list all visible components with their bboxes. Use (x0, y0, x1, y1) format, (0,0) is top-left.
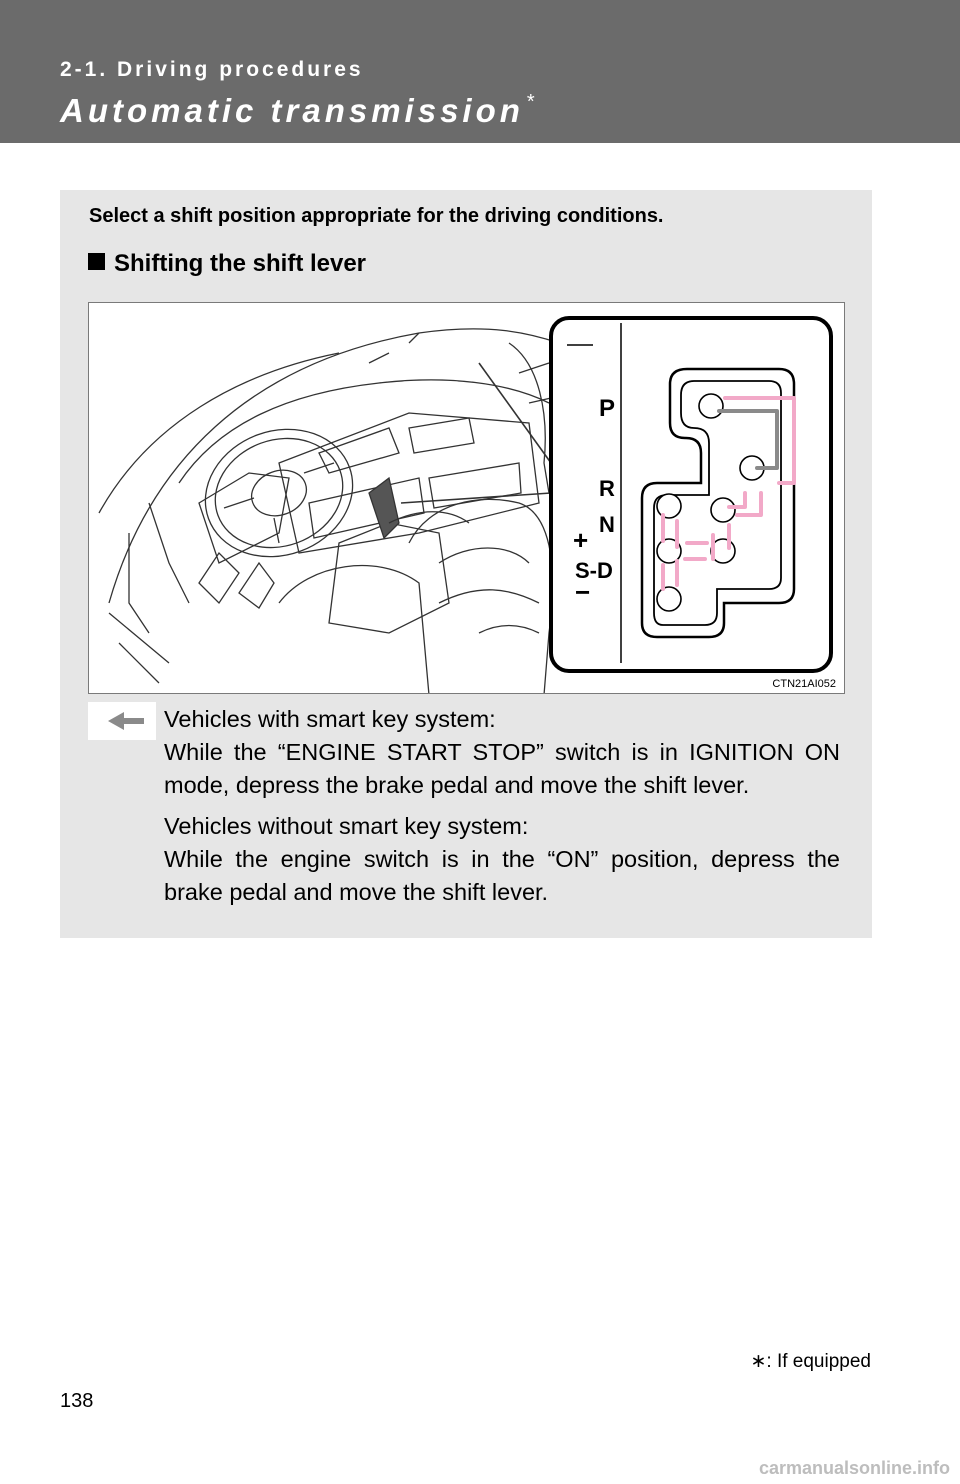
step-heading: Vehicles with smart key system: (164, 706, 496, 732)
gear-label-r: R (599, 476, 615, 501)
gate-callout (551, 318, 831, 671)
page-title (60, 92, 535, 130)
intro-text: Select a shift position appropriate for the driving conditions. (89, 205, 664, 227)
gear-label-sd: S-D (575, 558, 613, 583)
section-title: 2-1. Driving procedures (60, 58, 364, 81)
left-arrow-icon (88, 702, 156, 740)
step-text: While the engine switch is in the “ON” position, depress the brake pedal and move the shift lever. (164, 846, 840, 905)
subheading-text: Shifting the shift lever (114, 250, 367, 277)
step-smart-key (164, 703, 840, 802)
car-interior-drawing (99, 329, 559, 694)
gear-label-minus: − (575, 577, 591, 607)
if-equipped-marker: * (526, 91, 535, 113)
gear-label-p: P (599, 395, 616, 422)
gear-label-plus: + (573, 525, 589, 555)
step-marker (88, 702, 156, 740)
page-title-text: Automatic transmission (60, 92, 524, 129)
page-number: 138 (60, 1390, 94, 1412)
step-heading: Vehicles without smart key system: (164, 813, 529, 839)
subheading (88, 250, 366, 278)
step-no-smart-key (164, 810, 840, 909)
instructions (164, 703, 840, 917)
shift-diagram (89, 303, 845, 694)
footnote: ∗: If equipped (750, 1351, 871, 1372)
page-header (0, 0, 960, 143)
watermark: carmanualsonline.info (758, 1458, 950, 1478)
figure-code: CTN21AI052 (772, 678, 836, 690)
shift-lever-illustration (88, 302, 845, 694)
gear-label-n: N (599, 512, 615, 537)
square-bullet-icon (88, 253, 105, 270)
step-text: While the “ENGINE START STOP” switch is in IGNITION ON mode, depress the brake pedal and move the shift lever. (164, 739, 840, 798)
